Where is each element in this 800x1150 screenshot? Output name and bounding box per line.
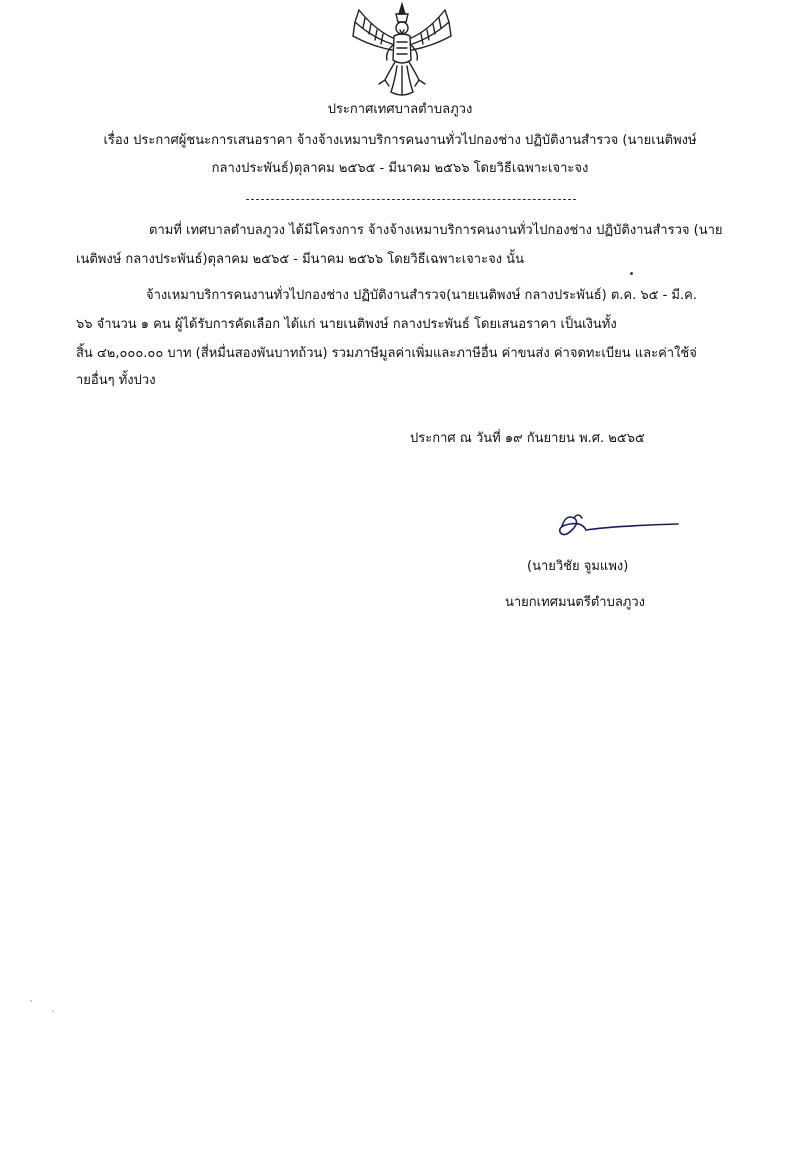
scan-speck — [52, 1010, 54, 1012]
paragraph-2-line-3: สิ้น ๔๒,๐๐๐.๐๐ บาท (สี่หมื่นสองพันบาทถ้วน) รวมภาษีมูลค่าเพิ่มและภาษีอื่น ค่าขนส่ง ค่าจดทะเบียน และค่าใช้จ่ — [76, 346, 697, 361]
subject-line-2: กลางประพันธ์)ตุลาคม ๒๕๖๕ - มีนาคม ๒๕๖๖ โดยวิธีเฉพาะเจาะจง — [211, 161, 589, 176]
paragraph-2-line-4: ายอื่นๆ ทั้งปวง — [76, 373, 156, 388]
stray-mark — [630, 272, 633, 275]
signature-image — [552, 508, 682, 548]
subject-line-1: เรื่อง ประกาศผู้ชนะการเสนอราคา จ้างจ้างเหมาบริการคนงานทั่วไปกองช่าง ปฏิบัติงานสำรวจ (นายเนติพงษ์ — [103, 133, 697, 148]
paragraph-1-line-2: เนติพงษ์ กลางประพันธ์)ตุลาคม ๒๕๖๕ - มีนาคม ๒๕๖๖ โดยวิธีเฉพาะเจาะจง นั้น — [76, 252, 524, 267]
announcement-title: ประกาศเทศบาลตำบลภูวง — [327, 102, 473, 117]
paragraph-2-line-2: ๖๖ จำนวน ๑ คน ผู้ได้รับการคัดเลือก ได้แก่ นายเนติพงษ์ กลางประพันธ์ โดยเสนอราคา เป็นเงินทั้ง — [76, 317, 617, 332]
scan-speck — [30, 1000, 32, 1002]
signer-title: นายกเทศมนตรีตำบลภูวง — [505, 595, 645, 610]
announcement-date: ประกาศ ณ วันที่ ๑๙ กันยายน พ.ศ. ๒๕๖๕ — [410, 431, 645, 446]
dashed-divider — [246, 199, 576, 200]
paragraph-1-line-1: ตามที่ เทศบาลตำบลภูวง ได้มีโครงการ จ้างจ้างเหมาบริการคนงานทั่วไปกองช่าง ปฏิบัติงานสำรวจ (นาย — [149, 223, 723, 238]
garuda-emblem-icon — [345, 0, 460, 100]
signer-name: (นายวิชัย จูมแพง) — [527, 559, 629, 574]
paragraph-2-line-1: จ้างเหมาบริการคนงานทั่วไปกองช่าง ปฏิบัติงานสำรวจ(นายเนติพงษ์ กลางประพันธ์) ต.ค. ๖๕ - มี.ค. — [146, 288, 697, 303]
